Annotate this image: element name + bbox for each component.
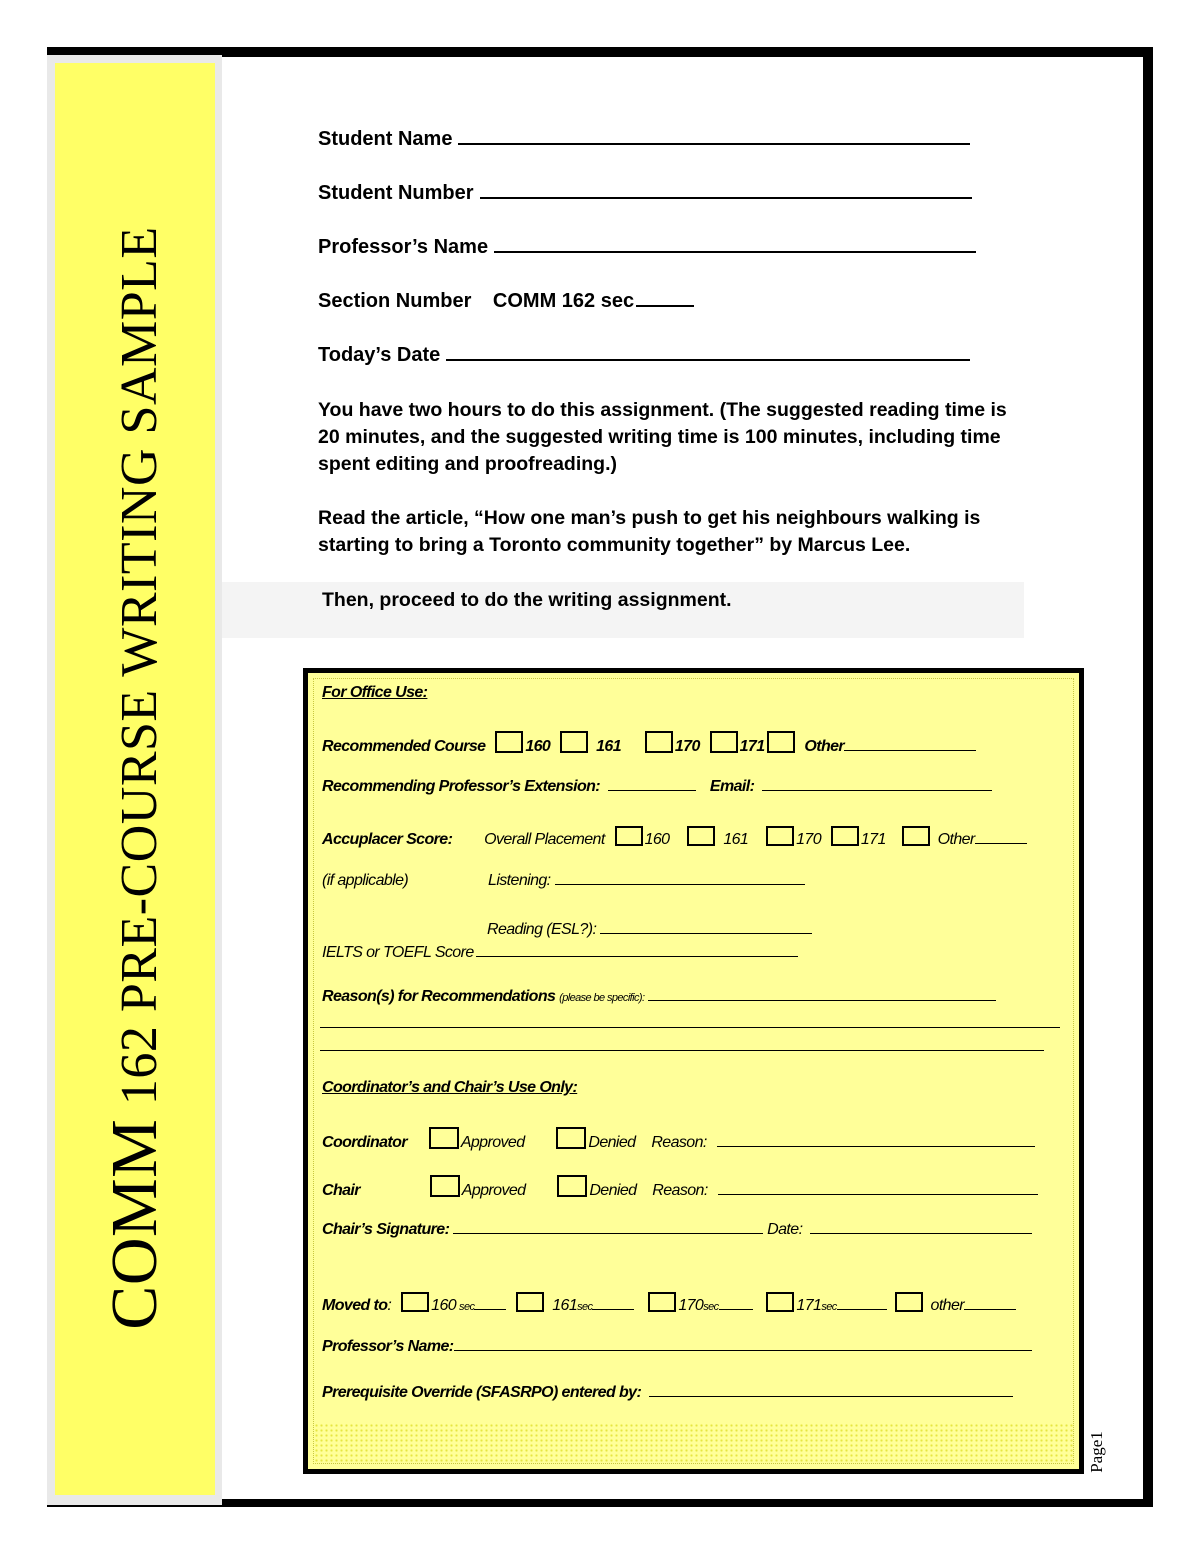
- chair-approved-label: Approved: [461, 1182, 526, 1199]
- prereq-row: [322, 1384, 1013, 1402]
- reasons-note: (please be specific):: [559, 992, 645, 1004]
- reasons-line-1[interactable]: [648, 1000, 996, 1001]
- chair-reason-line[interactable]: [718, 1194, 1038, 1195]
- course-170-label: 170: [674, 738, 700, 755]
- moved-160-num: 160: [431, 1297, 457, 1314]
- placement-other-line[interactable]: [975, 843, 1027, 844]
- chair-signature-label: Chair’s Signature:: [322, 1221, 450, 1238]
- student-name-label: Student Name: [318, 128, 453, 150]
- chair-denied-label: Denied: [589, 1182, 637, 1199]
- prereq-label: Prerequisite Override (SFASRPO) entered by:: [322, 1384, 642, 1401]
- placement-170-checkbox[interactable]: [766, 826, 794, 846]
- moved-161-suffix: sec: [577, 1301, 593, 1313]
- moved-other-line[interactable]: [964, 1309, 1016, 1310]
- course-171-label: 171: [739, 738, 765, 755]
- rec-professor-ext-line[interactable]: [608, 790, 696, 791]
- moved-to-label: Moved to: [322, 1297, 388, 1314]
- student-name-field: [318, 128, 970, 151]
- course-171-checkbox[interactable]: [710, 731, 738, 753]
- coordinator-approved-label: Approved: [460, 1134, 525, 1151]
- moved-160-line[interactable]: [474, 1309, 506, 1310]
- moved-to-separator: :: [387, 1297, 392, 1314]
- reasons-line-3[interactable]: [320, 1050, 1044, 1051]
- student-name-line[interactable]: [458, 143, 970, 145]
- moved-160-checkbox[interactable]: [401, 1292, 429, 1312]
- office-heading: For Office Use:: [322, 684, 428, 701]
- moved-170-checkbox[interactable]: [648, 1292, 676, 1312]
- moved-161-checkbox[interactable]: [516, 1292, 544, 1312]
- professor-name-field: [318, 236, 976, 259]
- placement-170-label: 170: [796, 831, 821, 848]
- moved-171-line[interactable]: [837, 1309, 887, 1310]
- moved-161-num: 161: [552, 1297, 578, 1314]
- professor-name-label: Professor’s Name: [318, 236, 489, 258]
- moved-170-line[interactable]: [719, 1309, 753, 1310]
- moved-171-suffix: sec: [821, 1301, 837, 1313]
- todays-date-field: [318, 344, 970, 367]
- reasons-line-2[interactable]: [320, 1027, 1060, 1028]
- ielts-label: IELTS or TOEFL Score: [322, 944, 474, 961]
- chair-reason-label: Reason:: [652, 1182, 708, 1199]
- listening-row: [322, 872, 805, 890]
- moved-160-suffix: sec: [459, 1301, 475, 1313]
- accuplacer-label: Accuplacer Score:: [322, 831, 453, 848]
- instructions-time: You have two hours to do this assignment. (The suggested reading time is 20 minutes, and the suggested writing time is 100 minutes, including time spent editing and proofreading.): [318, 399, 1007, 475]
- placement-160-checkbox[interactable]: [615, 826, 643, 846]
- ielts-line[interactable]: [476, 956, 798, 957]
- moved-to-row: [322, 1292, 1016, 1315]
- coordinator-label: Coordinator: [322, 1134, 407, 1151]
- chair-label: Chair: [322, 1182, 360, 1199]
- placement-161-label: 161: [723, 831, 749, 848]
- student-number-line[interactable]: [480, 197, 972, 199]
- section-number-field: [318, 290, 694, 313]
- coordinator-denied-label: Denied: [588, 1134, 636, 1151]
- course-160-checkbox[interactable]: [495, 731, 523, 753]
- section-number-value: COMM 162 sec: [492, 290, 635, 312]
- course-other-line[interactable]: [844, 750, 976, 751]
- professor-name-line[interactable]: [494, 251, 976, 253]
- office-professor-label: Professor’s Name:: [322, 1338, 454, 1355]
- section-number-label: Section Number: [318, 290, 472, 312]
- moved-171-num: 171: [796, 1297, 822, 1314]
- course-170-checkbox[interactable]: [645, 731, 673, 753]
- reasons-label: Reason(s) for Recommendations: [322, 988, 556, 1005]
- reading-label: Reading (ESL?):: [487, 921, 597, 938]
- coordinator-reason-line[interactable]: [717, 1146, 1035, 1147]
- sidebar-title-comm: COMM: [98, 1118, 171, 1330]
- chair-date-line[interactable]: [810, 1233, 1032, 1234]
- page-number: Page1: [1087, 1431, 1106, 1473]
- chair-approved-checkbox[interactable]: [430, 1175, 460, 1197]
- reasons-row: [322, 988, 996, 1006]
- coordinator-reason-label: Reason:: [651, 1134, 707, 1151]
- moved-other-checkbox[interactable]: [895, 1292, 923, 1312]
- coordinator-approved-checkbox[interactable]: [429, 1127, 459, 1149]
- course-other-label: Other: [804, 738, 845, 755]
- placement-other-checkbox[interactable]: [902, 826, 930, 846]
- placement-171-checkbox[interactable]: [831, 826, 859, 846]
- moved-170-suffix: sec: [703, 1301, 719, 1313]
- coordinator-row: [322, 1127, 1035, 1152]
- chair-signature-row: [322, 1221, 1032, 1239]
- rec-professor-ext-label: Recommending Professor’s Extension:: [322, 778, 601, 795]
- sidebar-title: [97, 78, 173, 1478]
- chair-row: [322, 1175, 1038, 1200]
- ielts-row: [322, 944, 798, 962]
- placement-161-checkbox[interactable]: [687, 826, 715, 846]
- listening-label: Listening:: [488, 872, 551, 889]
- coordinator-denied-checkbox[interactable]: [556, 1127, 586, 1149]
- reading-row: [487, 921, 812, 939]
- recommended-course-row: [322, 731, 976, 756]
- course-160-label: 160: [525, 738, 551, 755]
- moved-other-label: other: [930, 1297, 964, 1314]
- prereq-line[interactable]: [649, 1396, 1013, 1397]
- moved-171-checkbox[interactable]: [766, 1292, 794, 1312]
- course-other-checkbox[interactable]: [767, 731, 795, 753]
- instructions-proceed: Then, proceed to do the writing assignment.: [322, 589, 732, 611]
- chair-date-label: Date:: [767, 1221, 803, 1238]
- course-161-checkbox[interactable]: [560, 731, 588, 753]
- placement-171-label: 171: [860, 831, 886, 848]
- todays-date-line[interactable]: [446, 359, 970, 361]
- email-label: Email:: [709, 778, 755, 795]
- rec-professor-row: [322, 778, 992, 796]
- reading-line[interactable]: [600, 933, 812, 934]
- student-number-label: Student Number: [318, 182, 474, 204]
- placement-other-label: Other: [937, 831, 975, 848]
- course-161-label: 161: [596, 738, 621, 755]
- office-professor-line[interactable]: [454, 1350, 1032, 1351]
- listening-line[interactable]: [555, 884, 805, 885]
- todays-date-label: Today’s Date: [318, 344, 441, 366]
- sidebar-title-rest: 162 PRE-COURSE WRITING SAMPLE: [111, 226, 168, 1106]
- moved-161-line[interactable]: [592, 1309, 634, 1310]
- accuplacer-row: [322, 826, 1027, 849]
- moved-170-num: 170: [678, 1297, 704, 1314]
- office-professor-row: [322, 1338, 1032, 1356]
- email-line[interactable]: [762, 790, 992, 791]
- instructions-article: Read the article, “How one man’s push to get his neighbours walking is starting to bring a Toronto community together” by Marcus Lee.: [318, 507, 981, 556]
- office-hatch-pattern: [314, 1423, 1073, 1463]
- chair-denied-checkbox[interactable]: [557, 1175, 587, 1197]
- section-number-line[interactable]: [636, 305, 694, 307]
- student-number-field: [318, 182, 972, 205]
- placement-160-label: 160: [644, 831, 670, 848]
- chair-signature-line[interactable]: [453, 1233, 763, 1234]
- recommended-course-label: Recommended Course: [322, 738, 486, 755]
- overall-placement-label: Overall Placement: [484, 831, 605, 848]
- coordinator-heading: Coordinator’s and Chair’s Use Only:: [322, 1079, 578, 1096]
- if-applicable-label: (if applicable): [322, 872, 409, 889]
